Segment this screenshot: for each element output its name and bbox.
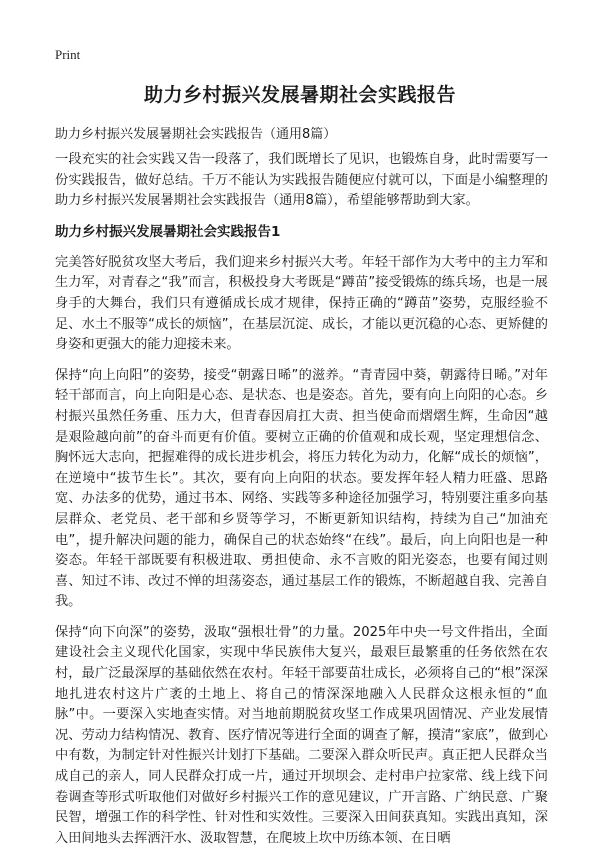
article-body: [55, 150, 548, 859]
section-heading: 助力乡村振兴发展暑期社会实践报告1: [55, 223, 281, 240]
body-paragraph-2: 保持“向上向阳”的姿势，接受“朝露日晞”的滋养。“青青园中葵，朝露待日晞。”对年轻干部而言，向上向阳是心态、是状态、也是姿态。首先，要有向上向阳的心态。乡村振兴虽然任务重、压力大，但青春因肩扛大责、担当使命而熠熠生辉，生命因“越是艰险越向前”的奋斗而更有价值。要树立正确的价值观和成长观，坚定理想信念、胸怀远大志向，把握难得的成长进步机会，将压力转化为动力，化解“成长的烦恼”，在逆境中“拔节生长”。其次，要有向上向阳的状态。要发挥年轻人精力旺盛、思路宽、办法多的优势，通过书本、网络、实践等多种途径加强学习，特别要注重多向基层群众、老党员、老干部和乡贤等学习，不断更新知识结构，持续为自己“加油充电”，提升解决问题的能力，确保自己的状态始终“在线”。最后，向上向阳也是一种姿态。年轻干部既要有积极进取、勇担使命、永不言败的阳光姿态，也要有闻过则喜、知过不讳、改过不惮的坦荡姿态，通过基层工作的锻炼，不断超越自我、完善自我。: [55, 367, 548, 610]
document-subtitle: 助力乡村振兴发展暑期社会实践报告（通用8篇）: [55, 127, 337, 142]
body-paragraph-1: 完美答好脱贫攻坚大考后，我们迎来乡村振兴大考。年轻干部作为大考中的主力军和生力军，对青春之“我”而言，积极投身大考既是“蹲苗”接受锻炼的练兵场，也是一展身手的大舞台，我们只有遵循成长成才规律，保持正确的“蹲苗”姿势，克服经验不足、水土不服等“成长的烦恼”，在基层沉淀、成长，才能以更沉稳的心态、更矫健的身姿和更强大的能力迎接未来。: [55, 254, 548, 353]
print-link[interactable]: Print: [55, 47, 81, 62]
intro-paragraph: 一段充实的社会实践又告一段落了，我们既增长了见识，也锻炼自身，此时需要写一份实践报告，做好总结。千万不能认为实践报告随便应付就可以，下面是小编整理的助力乡村振兴发展暑期社会实践报告（通用8篇），希望能够帮助到大家。: [55, 152, 548, 209]
page-title: 助力乡村振兴发展暑期社会实践报告: [143, 84, 456, 106]
body-paragraph-3: 保持“向下向深”的姿势，汲取“强根壮骨”的力量。2025年中央一号文件指出，全面建设社会主义现代化国家，实现中华民族伟大复兴，最艰巨最繁重的任务依然在农村，最广泛最深厚的基础依然在农村。年轻干部要苗壮成长，必须将自己的“根”深深地扎进农村这片广袤的土地上、将自己的情深深地融入人民群众这根永恒的“血脉”中。一要深入实地查实情。对当地前期脱贫攻坚工作成果巩固情况、产业发展情况、劳动力结构情况、教育、医疗情况等进行全面的调查了解，摸清“家底”，做到心中有数，为制定针对性振兴计划打下基础。二要深入群众听民声。真正把人民群众当成自己的亲人，同人民群众打成一片，通过开坝坝会、走村串户拉家常、线上线下问卷调查等形式听取他们对做好乡村振兴工作的意见建议，广开言路、广纳民意、广聚民智，增强工作的科学性、针对性和实效性。三要深入田间获真知。实践出真知，深入田间地头去挥洒汗水、汲取智慧，在爬坡上坎中历练本领、在日晒: [55, 624, 548, 846]
